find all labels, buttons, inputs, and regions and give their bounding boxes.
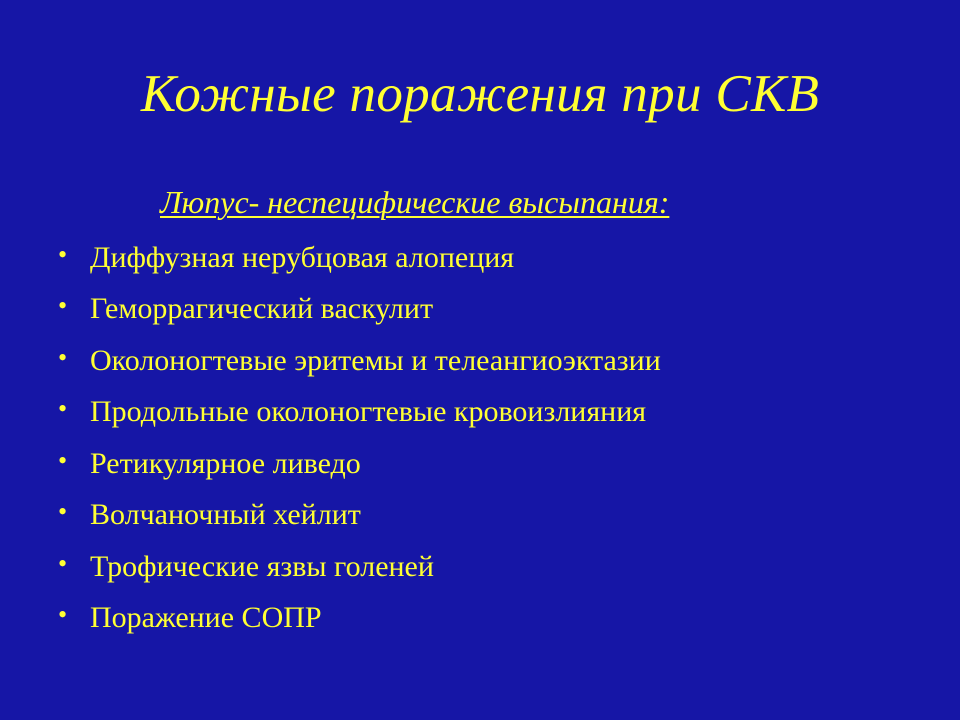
bullet-icon: • bbox=[58, 548, 68, 578]
list-item bbox=[58, 490, 661, 542]
list-item bbox=[58, 593, 661, 645]
bullet-icon: • bbox=[58, 394, 68, 424]
bullet-icon: • bbox=[58, 497, 68, 527]
list-item-text: Околоногтевые эритемы и телеангиоэктазии bbox=[90, 343, 661, 377]
bullet-icon: • bbox=[58, 239, 68, 269]
list-item-text: Ретикулярное ливедо bbox=[90, 446, 361, 480]
bullet-icon: • bbox=[58, 600, 68, 630]
list-item-text: Диффузная нерубцовая алопеция bbox=[90, 240, 515, 274]
list-item bbox=[58, 284, 661, 336]
slide-subtitle: Люпус- неспецифические высыпания: bbox=[160, 184, 670, 220]
bullet-list bbox=[58, 232, 661, 644]
list-item-text: Волчаночный хейлит bbox=[90, 498, 361, 532]
list-item bbox=[58, 541, 661, 593]
list-item-text: Продольные околоногтевые кровоизлияния bbox=[90, 395, 647, 429]
list-item bbox=[58, 232, 661, 284]
list-item-text: Трофические язвы голеней bbox=[90, 549, 434, 583]
bullet-icon: • bbox=[58, 291, 68, 321]
list-item bbox=[58, 387, 661, 439]
bullet-icon: • bbox=[58, 342, 68, 372]
list-item-text: Геморрагический васкулит bbox=[90, 292, 434, 326]
bullet-icon: • bbox=[58, 445, 68, 475]
slide-title: Кожные поражения при СКВ bbox=[140, 65, 820, 123]
list-item bbox=[58, 335, 661, 387]
list-item-text: Поражение СОПР bbox=[90, 601, 322, 635]
list-item bbox=[58, 438, 661, 490]
